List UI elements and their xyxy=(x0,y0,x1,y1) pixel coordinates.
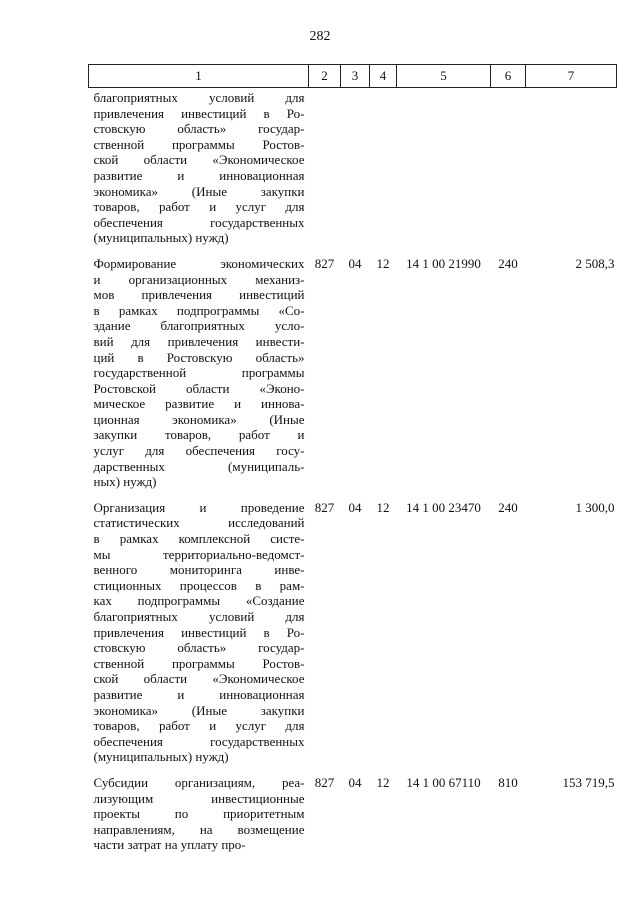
column-header-6: 6 xyxy=(491,65,526,88)
description-line: услуг для обеспечения госу- xyxy=(93,443,305,459)
description-line: ках подпрограммы «Создание xyxy=(93,593,305,609)
section-code: 04 xyxy=(348,255,362,271)
page-number: 282 xyxy=(309,29,331,44)
description-line: (муниципальных) нужд) xyxy=(93,230,229,246)
description-line: благоприятных условий для xyxy=(93,609,305,624)
row-description xyxy=(89,256,309,500)
row-description xyxy=(89,500,309,775)
amount: 153 719,5 xyxy=(562,774,615,790)
description-line: дарственных (муниципаль- xyxy=(93,458,305,474)
description-line: стовскую область» государ- xyxy=(93,121,305,137)
description-line: (муниципальных) нужд) xyxy=(93,749,229,765)
description-line: в рамках комплексной систе- xyxy=(93,531,305,547)
description-line: проекты по приоритетным xyxy=(93,806,305,822)
description-line: Ростовской области «Эконо- xyxy=(93,380,305,396)
description-line: мы территориально-ведомст- xyxy=(93,546,305,562)
table-row xyxy=(89,88,617,256)
description-line: государственной программы xyxy=(93,365,305,381)
description-line: ской области «Экономическое xyxy=(93,152,305,168)
description-line: привлечения инвестиций в Ро- xyxy=(93,624,305,640)
description-line: благоприятных условий для xyxy=(93,90,305,105)
column-header-7: 7 xyxy=(526,65,617,88)
description-line: венного мониторинга инве- xyxy=(93,562,305,578)
amount: 1 300,0 xyxy=(575,499,615,515)
budget-table xyxy=(88,64,617,863)
description-line: товаров, работ и услуг для xyxy=(93,718,305,734)
description-line: направлениям, на возмещение xyxy=(93,821,305,837)
column-header-1: 1 xyxy=(89,65,309,88)
amount xyxy=(526,88,617,256)
target-article-code: 14 1 00 21990 xyxy=(406,255,481,271)
table-body xyxy=(89,88,617,863)
description-line: Организация и проведение xyxy=(93,499,305,515)
admin-code xyxy=(309,88,341,256)
table-row xyxy=(89,256,617,500)
description-line: экономика» (Иные закупки xyxy=(93,702,305,718)
subsection-code: 12 xyxy=(376,255,390,271)
description-line: стовскую область» государ- xyxy=(93,640,305,656)
table-row xyxy=(89,775,617,863)
admin-code: 827 xyxy=(314,255,335,271)
section-code: 04 xyxy=(348,499,362,515)
description-line: здание благоприятных усло- xyxy=(93,318,305,334)
target-article-code: 14 1 00 67110 xyxy=(406,774,481,790)
description-line: вий для привлечения инвести- xyxy=(93,333,305,349)
description-line: ных) нужд) xyxy=(93,474,157,490)
target-article-code xyxy=(397,88,491,256)
subsection-code xyxy=(370,88,397,256)
description-line: товаров, работ и услуг для xyxy=(93,199,305,215)
description-line: лизующим инвестиционные xyxy=(93,790,305,806)
column-header-2: 2 xyxy=(309,65,341,88)
expense-type-code: 240 xyxy=(498,255,518,271)
description-line: ственной программы Ростов- xyxy=(93,136,305,152)
column-header-4: 4 xyxy=(370,65,397,88)
section-code: 04 xyxy=(348,774,362,790)
row-description xyxy=(89,775,309,863)
column-header-3: 3 xyxy=(341,65,370,88)
description-line: ций в Ростовскую область» xyxy=(93,349,305,365)
description-line: статистических исследований xyxy=(93,515,305,531)
description-line: части затрат на уплату про- xyxy=(93,837,246,853)
table-row xyxy=(89,500,617,775)
description-line: ционная экономика» (Иные xyxy=(93,411,305,427)
column-header-5: 5 xyxy=(397,65,491,88)
admin-code: 827 xyxy=(314,499,335,515)
table-header-row xyxy=(89,65,617,88)
description-line: Формирование экономических xyxy=(93,255,305,271)
target-article-code: 14 1 00 23470 xyxy=(406,499,481,515)
subsection-code: 12 xyxy=(376,499,390,515)
description-line: мов привлечения инвестиций xyxy=(93,287,305,303)
row-description xyxy=(89,88,309,256)
description-line: ственной программы Ростов- xyxy=(93,655,305,671)
subsection-code: 12 xyxy=(376,774,390,790)
description-line: обеспечения государственных xyxy=(93,733,305,749)
description-line: в рамках подпрограммы «Со- xyxy=(93,302,305,318)
description-line: привлечения инвестиций в Ро- xyxy=(93,105,305,121)
section-code xyxy=(341,88,370,256)
description-line: обеспечения государственных xyxy=(93,214,305,230)
description-line: развитие и инновационная xyxy=(93,686,305,702)
description-line: и организационных механиз- xyxy=(93,271,305,287)
description-line: экономика» (Иные закупки xyxy=(93,183,305,199)
description-line: мическое развитие и иннова- xyxy=(93,396,305,412)
amount: 2 508,3 xyxy=(575,255,615,271)
expense-type-code xyxy=(491,88,526,256)
description-line: стиционных процессов в рам- xyxy=(93,577,305,593)
expense-type-code: 240 xyxy=(498,499,518,515)
description-line: закупки товаров, работ и xyxy=(93,427,305,443)
expense-type-code: 810 xyxy=(498,774,518,790)
admin-code: 827 xyxy=(314,774,335,790)
description-line: Субсидии организациям, реа- xyxy=(93,774,305,790)
description-line: ской области «Экономическое xyxy=(93,671,305,687)
description-line: развитие и инновационная xyxy=(93,167,305,183)
